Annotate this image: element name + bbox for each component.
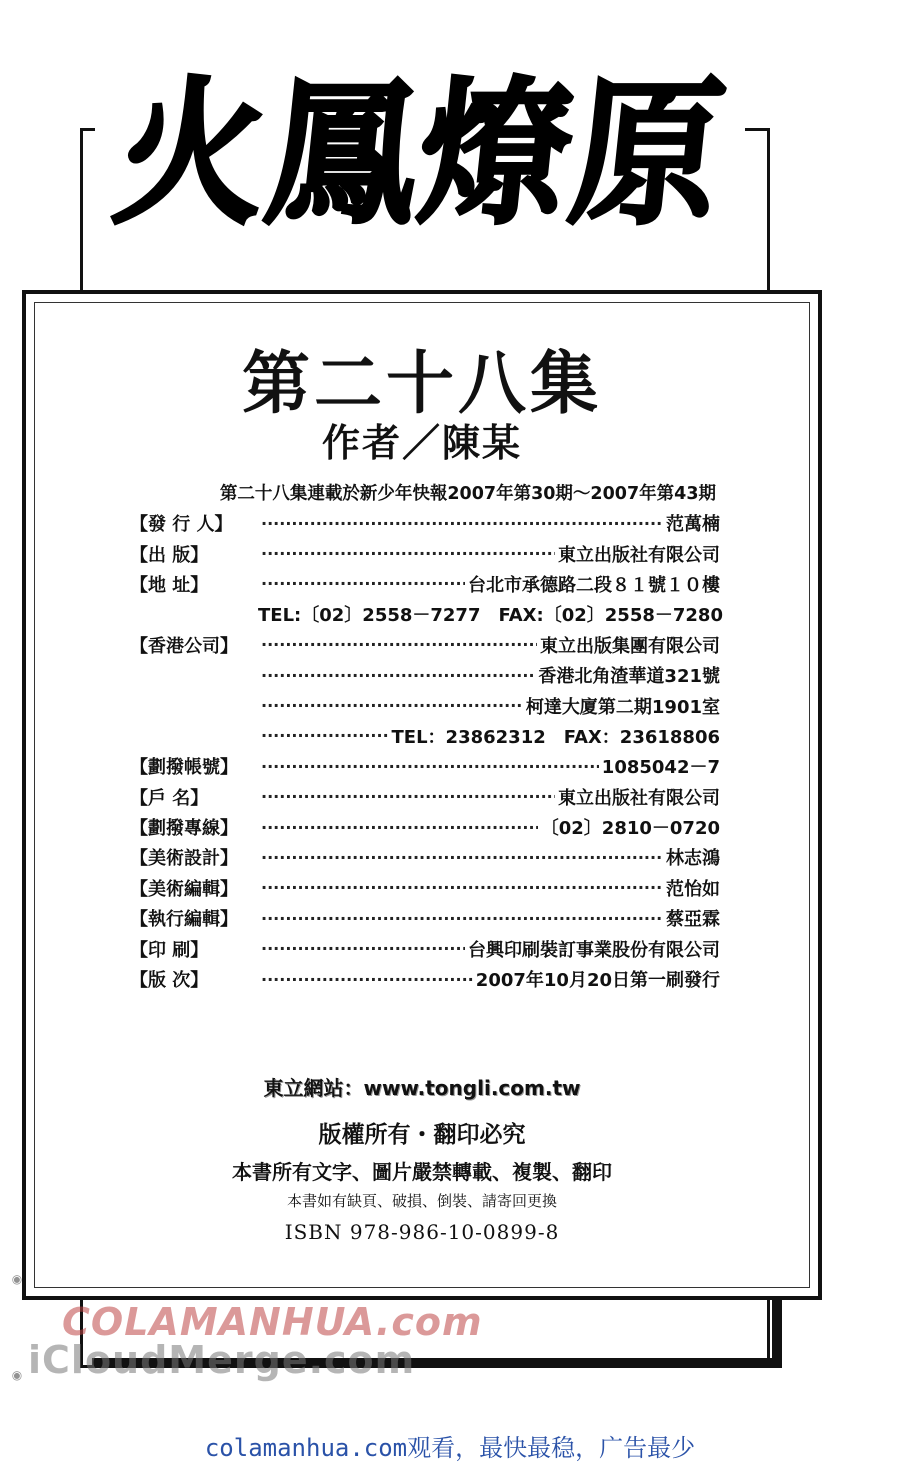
credit-label: 【地 址】 bbox=[130, 574, 209, 596]
dot-leader bbox=[261, 635, 537, 654]
credit-label: 【執行編輯】 bbox=[130, 909, 238, 931]
credit-label: 【發 行 人】 bbox=[130, 514, 233, 536]
credit-value: 范萬楠 bbox=[666, 514, 720, 536]
reproduction-ban-notice: 本書所有文字、圖片嚴禁轉載、複製、翻印 bbox=[232, 1160, 612, 1184]
credit-label: 【劃撥帳號】 bbox=[130, 757, 238, 779]
side-watermark-mark: ◉ bbox=[11, 1272, 23, 1286]
credit-value: 香港北角渣華道321號 bbox=[538, 666, 720, 688]
credit-row bbox=[130, 569, 720, 599]
dot-leader bbox=[261, 696, 523, 715]
credit-row bbox=[130, 903, 720, 933]
defect-return-notice: 本書如有缺頁、破損、倒裝、請寄回更換 bbox=[286, 1192, 557, 1210]
credit-value: 1085042－7 bbox=[601, 757, 720, 779]
credit-row bbox=[130, 508, 720, 538]
credit-label: 【香港公司】 bbox=[130, 635, 238, 657]
credit-row bbox=[130, 842, 720, 872]
dot-leader bbox=[261, 544, 555, 563]
dot-leader bbox=[261, 909, 663, 928]
dot-leader bbox=[261, 939, 465, 958]
dot-leader bbox=[261, 574, 465, 593]
credits-list bbox=[130, 508, 723, 994]
credit-value: 東立出版社有限公司 bbox=[558, 787, 720, 809]
credit-label: 【美術編輯】 bbox=[130, 878, 238, 900]
credit-row bbox=[130, 630, 720, 660]
serialization-note: 第二十八集連載於新少年快報2007年第30期～2007年第43期 bbox=[219, 484, 716, 504]
credit-value: TEL：23862312 FAX：23618806 bbox=[391, 726, 720, 748]
credit-row bbox=[130, 782, 720, 812]
credit-label: 【戶 名】 bbox=[130, 787, 209, 809]
credit-label: 【劃撥專線】 bbox=[130, 818, 238, 840]
dot-leader bbox=[261, 848, 663, 867]
credit-value: 東立出版社有限公司 bbox=[558, 544, 720, 566]
credit-row bbox=[130, 964, 720, 994]
dot-leader bbox=[261, 726, 389, 745]
credit-value: 蔡亞霖 bbox=[666, 909, 720, 931]
side-watermark-mark: ◉ bbox=[11, 1368, 23, 1382]
website-line bbox=[26, 1072, 818, 1101]
website-text: 東立網站：www.tongli.com.tw bbox=[263, 1076, 581, 1100]
credit-label: 【出 版】 bbox=[130, 544, 209, 566]
colophon-panel bbox=[22, 290, 822, 1300]
title-text: 火鳳燎原 bbox=[106, 63, 734, 247]
credit-row bbox=[130, 599, 723, 629]
credit-label: 【印 刷】 bbox=[130, 939, 209, 961]
dot-leader bbox=[261, 970, 473, 989]
credit-value: TEL:〔02〕2558－7277 FAX:〔02〕2558－7280 bbox=[258, 605, 723, 627]
isbn-line: ISBN 978-986-10-0899-8 bbox=[284, 1220, 560, 1244]
credit-row bbox=[130, 873, 720, 903]
credit-value: 范怡如 bbox=[666, 878, 720, 900]
side-watermark bbox=[4, 1272, 30, 1382]
dot-leader bbox=[261, 787, 555, 806]
credit-label: 【版 次】 bbox=[130, 970, 209, 992]
title-logo bbox=[95, 30, 745, 280]
credit-value: 台興印刷裝訂事業股份有限公司 bbox=[468, 939, 720, 961]
credit-row bbox=[130, 721, 720, 751]
credit-value: 2007年10月20日第一刷發行 bbox=[475, 970, 720, 992]
volume-title: 第二十八集 bbox=[241, 344, 602, 424]
credit-value: 林志鴻 bbox=[666, 848, 720, 870]
credit-value: 〔02〕2810－0720 bbox=[540, 818, 720, 840]
copyright-notice: 版權所有・翻印必究 bbox=[318, 1121, 526, 1148]
author-line: 作者／陳某 bbox=[321, 420, 522, 465]
credit-value: 台北市承德路二段８１號１０樓 bbox=[468, 574, 720, 596]
dot-leader bbox=[261, 666, 535, 685]
credit-row bbox=[130, 812, 720, 842]
credit-value: 柯達大廈第二期1901室 bbox=[525, 696, 720, 718]
dot-leader bbox=[261, 878, 663, 897]
watermark-icloudmerge: iCloudMerge.com bbox=[28, 1338, 416, 1382]
credit-label: 【美術設計】 bbox=[130, 848, 238, 870]
watermark-colamanhua: COLAMANHUA.com bbox=[62, 1300, 483, 1344]
credit-row bbox=[130, 538, 720, 568]
dot-leader bbox=[261, 818, 538, 837]
credit-row bbox=[130, 933, 720, 963]
credit-row bbox=[130, 751, 720, 781]
credit-value: 東立出版集團有限公司 bbox=[540, 635, 720, 657]
dot-leader bbox=[261, 514, 663, 533]
credit-row bbox=[130, 660, 720, 690]
dot-leader bbox=[261, 757, 599, 776]
footer-banner[interactable]: colamanhua.com观看，最快最稳，广告最少 bbox=[204, 1434, 696, 1462]
credit-row bbox=[130, 690, 720, 720]
